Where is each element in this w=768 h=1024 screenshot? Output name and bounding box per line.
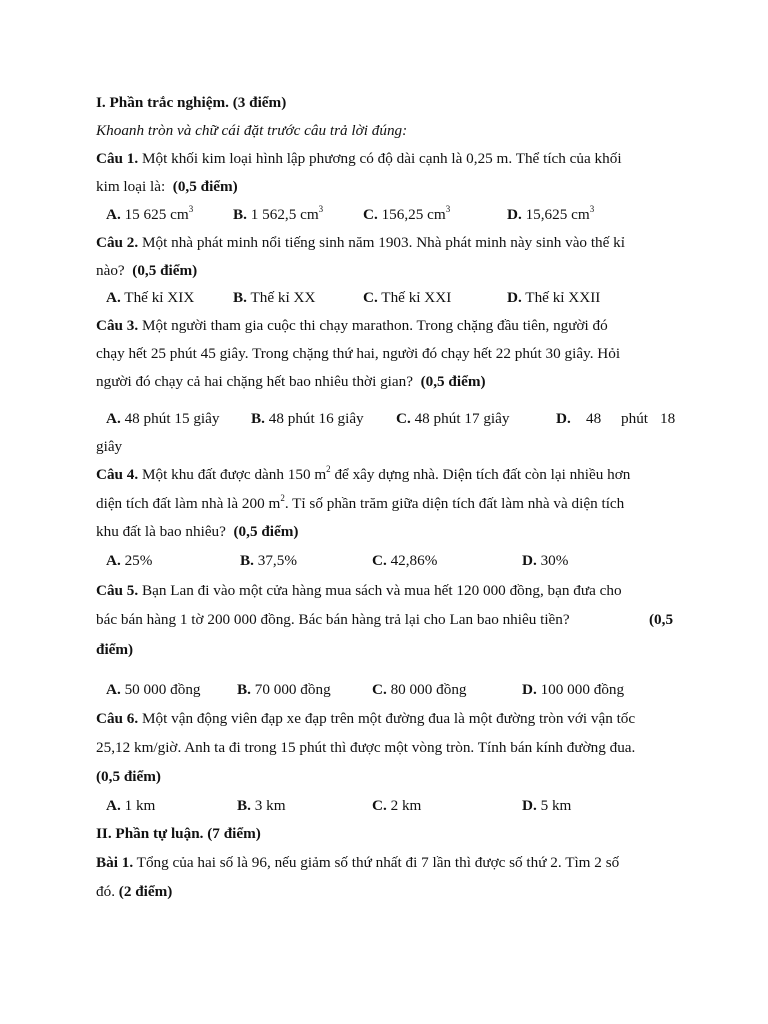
q4-option-a[interactable]: A. 25%	[106, 552, 153, 569]
q4-option-c[interactable]: C. 42,86%	[372, 552, 438, 569]
q4-line1: Câu 4. Một khu đất được dành 150 $m^2$ để xây dựng nhà. Diện tích đất còn lại nhiều hơn	[96, 463, 631, 483]
q3-option-d-text2: phút	[621, 410, 649, 427]
q4-option-b[interactable]: B. 37,5%	[240, 552, 297, 569]
section1-title: I. Phần trắc nghiệm. (3 điểm)	[96, 94, 287, 111]
q3-option-c[interactable]: C. 48 phút 17 giây	[396, 410, 510, 427]
q4-line2: diện tích đất làm nhà là 200 $m^2$. Tỉ số phần trăm giữa diện tích đất làm nhà và diện tích	[96, 492, 625, 512]
q5-line2: bác bán hàng 1 tờ 200 000 đồng. Bác bán hàng trả lại cho Lan bao nhiêu tiền?	[96, 611, 570, 628]
q5-option-b[interactable]: B. 70 000 đồng	[237, 681, 331, 698]
q5-option-a[interactable]: A. 50 000 đồng	[106, 681, 201, 698]
q1-option-d[interactable]: D. 15,625 $cm^3$	[507, 203, 595, 223]
q2-options	[96, 284, 680, 312]
bai1-line2: đó. (2 điểm)	[96, 883, 173, 900]
bai1-line1: Bài 1. Tổng của hai số là 96, nếu giảm số thứ nhất đi 7 lần thì được số thứ 2. Tìm 2 số	[96, 854, 620, 871]
q3-option-d-text3: 18	[660, 410, 676, 427]
q2-line2: nào? (0,5 điểm)	[96, 262, 198, 279]
q5-line1: Câu 5. Bạn Lan đi vào một cửa hàng mua sách và mua hết 120 000 đồng, bạn đưa cho	[96, 582, 622, 599]
q5-option-c[interactable]: C. 80 000 đồng	[372, 681, 467, 698]
q3-option-b[interactable]: B. 48 phút 16 giây	[251, 410, 364, 427]
q6-options	[96, 792, 680, 820]
bai1-points: (2 điểm)	[118, 883, 173, 900]
q3-options	[96, 405, 680, 433]
q4-label: Câu 4.	[96, 466, 139, 483]
q5-label: Câu 5.	[96, 582, 139, 599]
q6-option-b[interactable]: B. 3 km	[237, 797, 286, 814]
q3-line3: người đó chạy cả hai chặng hết bao nhiêu thời gian? (0,5 điểm)	[96, 373, 486, 390]
q3-label: Câu 3.	[96, 317, 139, 334]
q1-label: Câu 1.	[96, 150, 139, 167]
q6-points: (0,5 điểm)	[96, 768, 161, 785]
q1-option-a[interactable]: A. 15 625 $cm^3$	[106, 203, 194, 223]
q6-line1: Câu 6. Một vận động viên đạp xe đạp trên một đường đua là một đường tròn với vận tốc	[96, 710, 636, 727]
q6-line2: 25,12 km/giờ. Anh ta đi trong 15 phút thì được một vòng tròn. Tính bán kính đường đua.	[96, 739, 636, 756]
q5-points-b: điểm)	[96, 641, 134, 658]
q2-label: Câu 2.	[96, 234, 139, 251]
q1-option-b[interactable]: B. 1 562,5 $cm^3$	[233, 203, 324, 223]
q2-option-b[interactable]: B. Thế kỉ XX	[233, 289, 316, 306]
q4-line3: khu đất là bao nhiêu? (0,5 điểm)	[96, 523, 299, 540]
q2-line1: Câu 2. Một nhà phát minh nổi tiếng sinh năm 1903. Nhà phát minh này sinh vào thế kỉ	[96, 234, 625, 251]
q6-label: Câu 6.	[96, 710, 139, 727]
q3-option-d[interactable]: D.	[556, 410, 571, 427]
bai1-label: Bài 1.	[96, 854, 134, 871]
q6-option-a[interactable]: A. 1 km	[106, 797, 156, 814]
q3-option-d-wrap: giây	[96, 438, 123, 455]
q6-option-d[interactable]: D. 5 km	[522, 797, 572, 814]
q2-option-a[interactable]: A. Thế kỉ XIX	[106, 289, 195, 306]
q1-option-c[interactable]: C. 156,25 $cm^3$	[363, 203, 451, 223]
q3-option-a[interactable]: A. 48 phút 15 giây	[106, 410, 220, 427]
q3-points: (0,5 điểm)	[420, 373, 486, 390]
q1-line1: Câu 1. Một khối kim loại hình lập phương có độ dài cạnh là 0,25 m. Thể tích của khối	[96, 150, 622, 167]
q1-options	[96, 201, 680, 229]
q4-option-d[interactable]: D. 30%	[522, 552, 569, 569]
q6-option-c[interactable]: C. 2 km	[372, 797, 422, 814]
q2-points: (0,5 điểm)	[132, 262, 198, 279]
section1-instruction: Khoanh tròn và chữ cái đặt trước câu trả lời đúng:	[96, 122, 408, 139]
q3-option-d-text1: 48	[586, 410, 602, 427]
q1-line2: kim loại là: (0,5 điểm)	[96, 178, 238, 195]
q2-option-c[interactable]: C. Thế kỉ XXI	[363, 289, 452, 306]
q5-option-d[interactable]: D. 100 000 đồng	[522, 681, 625, 698]
q5-points-a: (0,5	[649, 611, 674, 628]
q3-line1: Câu 3. Một người tham gia cuộc thi chạy marathon. Trong chặng đầu tiên, người đó	[96, 317, 608, 334]
section2-title: II. Phần tự luận. (7 điểm)	[96, 825, 261, 842]
q5-options	[96, 676, 680, 704]
q1-points: (0,5 điểm)	[172, 178, 238, 195]
q2-option-d[interactable]: D. Thế kỉ XXII	[507, 289, 601, 306]
q4-points: (0,5 điểm)	[233, 523, 299, 540]
q4-options	[96, 547, 680, 575]
q3-line2: chạy hết 25 phút 45 giây. Trong chặng thứ hai, người đó chạy hết 22 phút 30 giây. Hỏi	[96, 345, 621, 362]
